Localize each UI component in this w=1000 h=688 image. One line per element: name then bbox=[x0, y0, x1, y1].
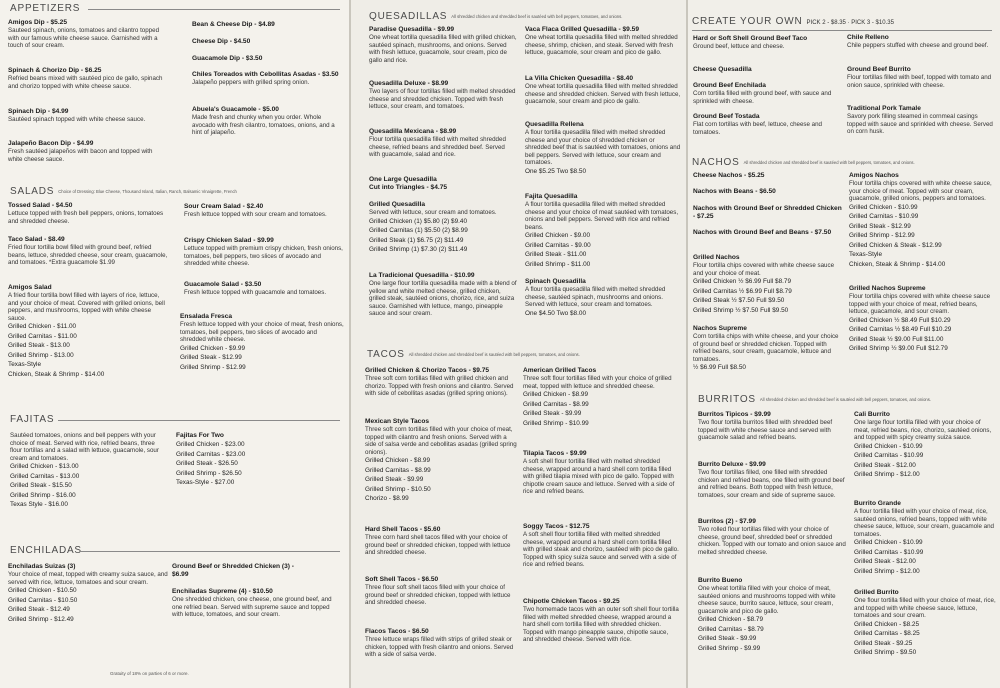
menu-item: Amigos Dip - $5.25 Sauteed spinach, onions, tomatoes and cilantro topped with our famous white cheese sauce. Garnished with a touch of sour cream. bbox=[8, 19, 160, 49]
menu-item: Grilled Nachos Flour tortilla chips covered with white cheese sauce and your choice of meat. Grilled Chicken ½ $6.99 Full $8.79 Grilled Carnitas ½ $6.99 Full $8.79 Grilled Steak ½ $7.50 Full $9.50 Grilled Shrimp ½ $7.50 Full $9.50 bbox=[693, 254, 835, 314]
menu-item: Fajita Quesadilla A flour tortilla quesadilla filled with melted shredded cheese and your choice of meat sautéed with tomatoes, onions and bell peppers. Served with rice and refried beans. Grilled Chicken - $9.00 Grilled Carnitas - $9.00 Grilled Steak - $11.00 Grilled Shrimp - $11.00 bbox=[525, 193, 679, 268]
salads-heading: SALADS Choice of Dressing: Blue Cheese, Thousand Island, Italian, Ranch, Balsamic Vinaigrette, French bbox=[10, 186, 237, 197]
menu-item: Mexican Style Tacos Three soft corn tortillas filled with your choice of meat, topped with cilantro and fresh onions. Served with a side of salsa verde and cebollitas asadas (grilled spring onions). Grilled Chicken - $8.99 Grilled Carnitas - $8.99 Grilled Steak - $9.99 Grilled Shrimp - $10.50 Chorizo - $8.99 bbox=[365, 418, 517, 502]
menu-item: Hard or Soft Shell Ground Beef Taco Ground beef, lettuce and cheese. bbox=[693, 35, 808, 50]
menu-item: Traditional Pork Tamale Savory pork filling steamed in cornmeal casings topped with sauce and sprinkled with cheese. Served on corn husk. bbox=[847, 105, 993, 135]
menu-item: Chile Relleno Chile peppers stuffed with cheese and ground beef. bbox=[847, 34, 989, 49]
menu-item: Ground Beef Tostada Flat corn tortillas with beef, lettuce, cheese and tomatoes. bbox=[693, 113, 822, 136]
menu-item: Grilled Nachos Supreme Flour tortilla chips covered with white cheese sauce topped with your choice of meat, refried beans, lettuce, guacamole, and sour cream. Grilled Chicken ½ $8.49 Full $10.29 Grilled Carnitas ½ $8.49 Full $10.29 Grilled Steak ½ $9.00 Full $11.00 Grilled Shrimp ½ $9.00 Full $12.79 bbox=[849, 285, 991, 352]
menu-item: Guacamole Salad - $3.50 Fresh lettuce topped with guacamole and tomatoes. bbox=[184, 281, 327, 296]
menu-item: One Large Quesadilla Cut into Triangles - $4.75 bbox=[369, 176, 448, 191]
menu-item: Grilled Burrito One flour tortilla filled with your choice of meat, rice, and topped with white cheese sauce, lettuce, tomatoes and sour cream. Grilled Chicken - $8.25 Grilled Carnitas - $8.25 Grilled Steak - $9.25 Grilled Shrimp - $9.50 bbox=[854, 589, 996, 656]
menu-item: Ground Beef Enchilada Corn tortilla filled with ground beef, with sauce and sprinkled with cheese. bbox=[693, 82, 832, 105]
quesadillas-note: All shredded chicken and shredded beef is sautéed with bell peppers, tomatoes, and onions. bbox=[451, 13, 623, 19]
appetizers-rule bbox=[88, 9, 340, 10]
menu-item: Nachos with Ground Beef or Shredded Chicken - $7.25 bbox=[693, 205, 842, 220]
menu-item: Guacamole Dip - $3.50 bbox=[192, 55, 263, 62]
menu-item: La Tradicional Quesadilla - $10.99 One large flour tortilla quesadilla made with a blend of yellow and white melted cheese, grilled chicken, grilled steak, sautéed onions, chorizo, rice, and suiza sauce. Garnished with lettuce, mango, pineapple sauce and sour cream. bbox=[369, 272, 517, 317]
menu-item: Chiles Toreados with Cebollitas Asadas - $3.50 Jalapeño peppers with grilled spring onion. bbox=[192, 71, 339, 86]
menu-panel-left bbox=[0, 0, 349, 688]
menu-item: Grilled Chicken & Chorizo Tacos - $9.75 Three soft corn tortillas filled with grilled chicken and chorizo. Topped with fresh onions and cilantro. Served with side of cebollitas asadas (grilled spring onions). bbox=[365, 367, 514, 397]
menu-item: Amigos Salad A fried flour tortilla bowl filled with layers of rice, lettuce, and your choice of meat. Covered with grilled onions, bell peppers, and mushrooms, topped with white cheese sauce. Grilled Chicken - $11.00 Grilled Carnitas - $11.00 Grilled Steak - $13.00 Grilled Shrimp - $13.00 Texas-Style Chicken, Steak & Shrimp - $14.00 bbox=[8, 284, 165, 378]
menu-item: Cheese Nachos - $5.25 bbox=[693, 172, 765, 179]
menu-item: Tilapia Tacos - $9.99 A soft shell flour tortilla filled with melted shredded cheese, wrapped around a hard shell corn tortilla filled with grilled tilapia mixed with pico de gallo. Topped with chipotle cream sauce and lettuce. Served with a side of rice and refried beans. bbox=[523, 450, 675, 495]
menu-item: Tossed Salad - $4.50 Lettuce topped with fresh bell peppers, onions, tomatoes and shredded cheese. bbox=[8, 202, 164, 225]
menu-panel-right bbox=[688, 0, 1000, 688]
menu-item: Ground Beef Burrito Flour tortillas filled with beef, topped with tomato and onion sauce, sprinkled with cheese. bbox=[847, 66, 992, 89]
burritos-note: All shredded chicken and shredded beef is sautéed with bell peppers, tomatoes, and onions. bbox=[759, 396, 931, 402]
menu-item: Quesadilla Rellena A flour tortilla quesadilla filled with melted shredded cheese and your choice of shredded chicken or shredded beef that is sautéed with tomatoes, onions and bell peppers. Served with lettuce, sour cream and tomatoes. One $5.25 Two $8.50 bbox=[525, 121, 681, 175]
menu-item: Enchiladas Supreme (4) - $10.50 One shredded chicken, one cheese, one ground beef, and one refried bean. Served with supreme sauce and topped with lettuce, tomatoes, and sour cream. bbox=[172, 588, 332, 618]
menu-item: Soft Shell Tacos - $6.50 Three flour soft shell tacos filled with your choice of ground beef or shredded chicken, topped with lettuce and shredded cheese. bbox=[365, 576, 511, 606]
fajitas-main: Sautéed tomatoes, onions and bell peppers with your choice of meat. Served with rice, refried beans, three flour tortillas and a salad with lettuce, guacamole, sour cream and tomatoes. Grilled Chicken - $13.00 Grilled Carnitas - $13.00 Grilled Steak - $15.50 Grilled Shrimp - $16.00 Texas Style - $16.00 bbox=[10, 432, 159, 508]
menu-item: Nachos Supreme Corn tortilla chips with white cheese, and your choice of ground beef or shredded chicken. Topped with refried beans, sour cream, guacamole, lettuce and tomatoes. ½ $6.99 Full $8.50 bbox=[693, 325, 839, 371]
menu-item: La Villa Chicken Quesadilla - $8.40 One wheat tortilla quesadilla filled with melted shredded cheese and shredded chicken. Served with fresh lettuce, guacamole, sour cream and pico de gallo. bbox=[525, 75, 681, 105]
menu-item: Chipotle Chicken Tacos - $9.25 Two homemade tacos with an outer soft shell flour tortilla filled with melted shredded cheese, wrapped around a hard shell corn tortilla filled with shredded chicken. Topped with mango pineapple sauce, chipotle sauce, and shredded cheese. Served with rice. bbox=[523, 598, 679, 643]
nachos-note: All shredded chicken and shredded beef is sautéed with bell peppers, tomatoes, and onions. bbox=[743, 159, 915, 165]
menu-item: Burrito Bueno One wheat tortilla filled with your choice of meat, sautéed onions and mushrooms topped with white cheese sauce, burrito sauce, lettuce, sour cream, guacamole and pico de gallo. Grilled Chicken - $8.79 Grilled Carnitas - $8.79 Grilled Steak - $9.99 Grilled Shrimp - $9.99 bbox=[698, 577, 836, 652]
create-rule bbox=[692, 30, 992, 31]
menu-item: Ensalada Fresca Fresh lettuce topped with your choice of meat, fresh onions, tomatoes, bell peppers, two slices of avocado and shredded white cheese. Grilled Chicken - $9.99 Grilled Steak - $12.99 Grilled Shrimp - $12.99 bbox=[180, 313, 344, 371]
menu-item: Enchiladas Suizas (3) Your choice of meat, topped with creamy suiza sauce, and served with rice, lettuce, tomatoes and sour cream. Grilled Chicken - $10.50 Grilled Carnitas - $10.50 Grilled Steak - $12.49 Grilled Shrimp - $12.49 bbox=[8, 563, 168, 623]
menu-panel-middle bbox=[351, 0, 686, 688]
menu-item: Burritos Tipicos - $9.99 Two flour tortilla burritos filled with shredded beef topped with white cheese sauce and served with guacamole salad and refried beans. bbox=[698, 411, 833, 441]
tacos-note: All shredded chicken and shredded beef is sautéed with bell peppers, tomatoes, and onions. bbox=[408, 351, 580, 357]
menu-item: Burritos (2) - $7.99 Two rolled flour tortillas filled with your choice of cheese, ground beef, shredded beef or shredded chicken. Topped with our tomato and onion sauce and melted shredded cheese. bbox=[698, 518, 846, 556]
menu-item: Quesadilla Mexicana - $8.99 Flour tortilla quesadilla filled with melted shredded cheese, refried beans and shredded beef. Served with guacamole, salad and rice. bbox=[369, 128, 506, 158]
fajitas-rule bbox=[58, 420, 340, 421]
menu-item: Spinach Dip - $4.99 Sautéed spinach topped with white cheese sauce. bbox=[8, 108, 146, 123]
appetizers-heading: APPETIZERS bbox=[10, 3, 81, 14]
nachos-heading: NACHOS All shredded chicken and shredded beef is sautéed with bell peppers, tomatoes, and onions. bbox=[692, 157, 915, 168]
menu-item: Hard Shell Tacos - $5.60 Three corn hard shell tacos filled with your choice of ground beef or shredded chicken, topped with lettuce and shredded cheese. bbox=[365, 526, 511, 556]
menu-item: Jalapeño Bacon Dip - $4.99 Fresh sautéed jalapeños with bacon and topped with white cheese sauce. bbox=[8, 140, 153, 163]
menu-item: Cheese Dip - $4.50 bbox=[192, 38, 251, 45]
menu-item: Vaca Flaca Grilled Quesadilla - $9.59 One wheat tortilla quesadilla filled with melted shredded cheese, shrimp, chicken, and steak. Served with fresh lettuce, guacamole, sour cream and pico de gallo. bbox=[525, 26, 678, 56]
menu-item: Flacos Tacos - $6.50 Three lettuce wraps filled with strips of grilled steak or chicken, topped with fresh cilantro and onions. Served with a side of salsa verde. bbox=[365, 628, 514, 658]
menu-item: Cali Burrito One large flour tortilla filled with your choice of meat, refried beans, rice, chorizo, sautéed onions, and topped with spicy creamy suiza sauce. Grilled Chicken - $10.99 Grilled Carnitas - $10.99 Grilled Steak - $12.00 Grilled Shrimp - $12.00 bbox=[854, 411, 992, 478]
menu-item: Amigos Nachos Flour tortilla chips covered with white cheese sauce, your choice of meat. Topped with sour cream, guacamole, grilled onions, peppers and tomatoes. Grilled Chicken - $10.99 Grilled Carnitas - $10.99 Grilled Steak - $12.99 Grilled Shrimp - $12.99 Grilled Chicken & Steak - $12.99 Texas-Style Chicken, Steak & Shrimp - $14.00 bbox=[849, 172, 992, 268]
menu-item: Paradise Quesadilla - $9.99 One wheat tortilla quesadilla filled with grilled chicken, sautéed spinach, mushrooms, and onions. Served with fresh lettuce, guacamole, sour cream, pico de gallo and rice. bbox=[369, 26, 517, 64]
menu-item: Spinach & Chorizo Dip - $6.25 Refried beans mixed with sautéed pico de gallo, spinach and chorizo topped with white cheese sauce. bbox=[8, 67, 163, 90]
fajitas-for-two: Fajitas For Two Grilled Chicken - $23.00 Grilled Carnitas - $23.00 Grilled Steak - $26.50 Grilled Shrimp - $26.50 Texas-Style - $27.00 bbox=[176, 432, 246, 486]
create-your-own-heading: CREATE YOUR OWN PICK 2 - $8.35 · PICK 3 - $10.35 bbox=[692, 16, 894, 27]
tacos-heading: TACOS All shredded chicken and shredded beef is sautéed with bell peppers, tomatoes, and onions. bbox=[367, 349, 580, 360]
pick-pricing: PICK 2 - $8.35 · PICK 3 - $10.35 bbox=[806, 20, 894, 26]
menu-item: Burrito Deluxe - $9.99 Two flour tortillas filled, one filled with shredded chicken and refried beans, one filled with ground beef and refried beans. Both topped with fresh lettuce, tomatoes, sour cream and side of supreme sauce. bbox=[698, 461, 845, 499]
menu-item: Bean & Cheese Dip - $4.89 bbox=[192, 21, 275, 28]
quesadillas-heading: QUESADILLAS All shredded chicken and shredded beef is sautéed with bell peppers, tomatoes, and onions. bbox=[369, 11, 623, 22]
menu-item: Nachos with Ground Beef and Beans - $7.50 bbox=[693, 229, 832, 236]
menu-item: Abuela's Guacamole - $5.00 Made fresh and chunky when you order. Whole avocado with fresh cilantro, tomatoes, onions, and a hint of jalapeño. bbox=[192, 106, 335, 136]
enchiladas-heading: ENCHILADAS bbox=[10, 545, 82, 556]
menu-item: American Grilled Tacos Three soft flour tortillas filled with your choice of grilled meat, topped with lettuce and shredded cheese. Grilled Chicken - $8.99 Grilled Carnitas - $8.99 Grilled Steak - $9.99 Grilled Shrimp - $10.99 bbox=[523, 367, 672, 427]
menu-item: Soggy Tacos - $12.75 A soft shell flour tortilla filled with melted shredded cheese, wrapped around a hard shell corn tortilla filled with grilled steak and chorizo, sautéed with pico de gallo. Topped with spicy suiza sauce and served with a side of rice and refried beans. bbox=[523, 523, 679, 568]
menu-item: Burrito Grande A flour tortilla filled with your choice of meat, rice, sautéed onions, refried beans, topped with white cheese sauce, lettuce, sour cream, guacamole and tomatoes. Grilled Chicken - $10.99 Grilled Carnitas - $10.99 Grilled Steak - $12.00 Grilled Shrimp - $12.00 bbox=[854, 500, 994, 575]
burritos-heading: BURRITOS All shredded chicken and shredded beef is sautéed with bell peppers, tomatoes, and onions. bbox=[698, 394, 931, 405]
menu-item: Nachos with Beans - $6.50 bbox=[693, 188, 776, 195]
enchiladas-rule bbox=[80, 551, 340, 552]
gratuity-note: Gratuity of 18% on parties of 6 or more. bbox=[110, 671, 189, 676]
menu-item: Ground Beef or Shredded Chicken (3) - $6.99 bbox=[172, 563, 294, 578]
menu-item: Grilled Quesadilla Served with lettuce, sour cream and tomatoes. Grilled Chicken (1) $5.80 (2) $9.40 Grilled Carnitas (1) $5.50 (2) $8.99 Grilled Steak (1) $6.75 (2) $11.49 Grilled Shrimp (1) $7.30 (2) $11.49 bbox=[369, 201, 497, 253]
dressing-note: Choice of Dressing: Blue Cheese, Thousand Island, Italian, Ranch, Balsamic Vinaigrette, French bbox=[58, 188, 237, 194]
menu-item: Sour Cream Salad - $2.40 Fresh lettuce topped with sour cream and tomatoes. bbox=[184, 203, 327, 218]
menu-item: Quesadilla Deluxe - $8.99 Two layers of flour tortillas filled with melted shredded cheese and shredded chicken. Topped with fresh lettuce, sour cream, and tomatoes. bbox=[369, 80, 516, 110]
menu-item: Cheese Quesadilla bbox=[693, 66, 752, 73]
menu-item: Spinach Quesadilla A flour tortilla quesadilla filled with melted shredded cheese, sautéed spinach, mushrooms and onions. Served with lettuce, sour cream and tomatoes. One $4.50 Two $8.00 bbox=[525, 278, 666, 317]
menu-item: Crispy Chicken Salad - $9.99 Lettuce topped with premium crispy chicken, fresh onions, tomatoes, bell peppers, two slices of avocado and shredded white cheese. bbox=[184, 237, 343, 267]
fajitas-heading: FAJITAS bbox=[10, 414, 55, 425]
menu-item: Taco Salad - $8.49 Fried flour tortilla bowl filled with ground beef, refried beans, lettuce, shredded cheese, sour cream, guacamole, and tomatoes. *Extra guacamole $1.99 bbox=[8, 236, 168, 266]
